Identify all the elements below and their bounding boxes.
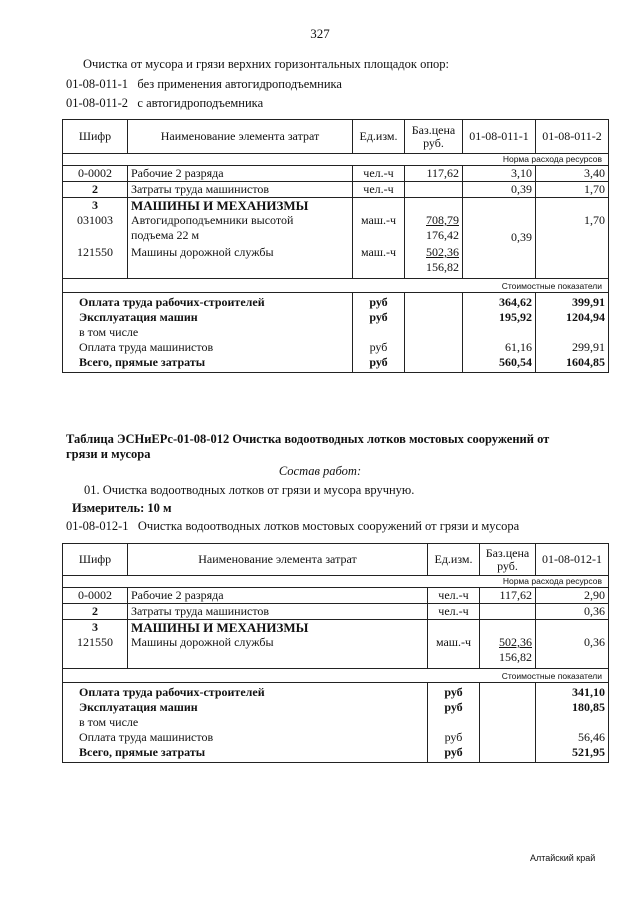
row-code: 2 [63, 604, 128, 620]
cost-label: Стоимостные показатели [63, 669, 609, 683]
machine-value-1: 0,36 [584, 635, 605, 649]
item-text: без применения автогидроподъемника [137, 77, 342, 91]
resource-table-2 [62, 543, 609, 763]
header-price: Баз.цена руб. [480, 544, 536, 576]
row-name: Рабочие 2 разряда [128, 588, 428, 604]
machine-name: Машины дорожной службы [131, 635, 274, 649]
machine-price: 708,79 [426, 213, 459, 227]
resource-table-1 [62, 119, 609, 373]
machine-price: 502,36 [426, 245, 459, 259]
row-value-2: 1,70 [536, 182, 609, 198]
cost-row: Всего, прямые затраты руб 521,95 [63, 745, 609, 763]
machine-price-salary: 156,82 [426, 260, 459, 274]
table-title-cont: грязи и мусора [66, 447, 151, 461]
row-value-1: 3,10 [463, 166, 536, 182]
machine-name: Машины дорожной службы [131, 245, 274, 259]
section1-item [66, 77, 342, 92]
row-price: 117,62 [405, 166, 463, 182]
table-title: Таблица ЭСНиЕРс-01-08-012 Очистка водоотводных лотков мостовых сооружений от [66, 432, 550, 446]
row-name: Затраты труда машинистов [128, 604, 428, 620]
work-composition-heading: Состав работ: [278, 464, 362, 478]
machines-block [63, 198, 609, 279]
header-name: Наименование элемента затрат [128, 120, 353, 154]
item-code: 01-08-012-1 [66, 519, 129, 533]
table-row [63, 604, 609, 620]
row-price: 117,62 [480, 588, 536, 604]
table-row [63, 166, 609, 182]
header-unit: Ед.изм. [428, 544, 480, 576]
cost-row: в том числе [63, 325, 609, 340]
row-value-2: 3,40 [536, 166, 609, 182]
row-unit: чел.-ч [353, 166, 405, 182]
table-row [63, 182, 609, 198]
machine-code: 031003 [77, 213, 113, 227]
machine-unit: маш.-ч [435, 635, 472, 649]
item-code: 01-08-011-1 [66, 77, 129, 91]
header-unit: Ед.изм. [353, 120, 405, 154]
table-row [63, 588, 609, 604]
header-price: Баз.цена руб. [405, 120, 463, 154]
cost-row: Эксплуатация машин руб 180,85 [63, 700, 609, 715]
section1-title: Очистка от мусора и грязи верхних горизонтальных площадок опор: [83, 57, 450, 71]
norm-label: Норма расхода ресурсов [63, 576, 609, 588]
row-price [405, 182, 463, 198]
machine-name: Автогидроподъемники высотой [131, 213, 294, 227]
cost-row: Оплата труда машинистов руб 56,46 [63, 730, 609, 745]
machines-title: МАШИНЫ И МЕХАНИЗМЫ [131, 620, 309, 635]
header-code: Шифр [63, 544, 128, 576]
row-name: Затраты труда машинистов [128, 182, 353, 198]
machines-code: 3 [92, 198, 98, 212]
machines-block [63, 620, 609, 669]
cost-row: Всего, прямые затраты руб 560,54 1604,85 [63, 355, 609, 373]
item-text: с автогидроподъемника [137, 96, 264, 110]
row-code: 2 [63, 182, 128, 198]
machines-code: 3 [92, 620, 98, 634]
row-code: 0-0002 [63, 166, 128, 182]
row-unit: чел.-ч [428, 604, 480, 620]
cost-row: Оплата труда рабочих-строителей руб 341,10 [63, 683, 609, 701]
row-value-1: 0,39 [463, 182, 536, 198]
machine-name-cont: подъема 22 м [131, 228, 200, 242]
header-col2: 01-08-011-2 [536, 120, 609, 154]
work-item: 01. Очистка водоотводных лотков от грязи и мусора вручную. [84, 483, 415, 497]
row-code: 0-0002 [63, 588, 128, 604]
row-price [480, 604, 536, 620]
row-value-1: 0,36 [536, 604, 609, 620]
machine-code: 121550 [77, 245, 113, 259]
norm-label: Норма расхода ресурсов [63, 154, 609, 166]
header-col1: 01-08-012-1 [536, 544, 609, 576]
machines-title: МАШИНЫ И МЕХАНИЗМЫ [131, 198, 309, 213]
header-name: Наименование элемента затрат [128, 544, 428, 576]
cost-row: в том числе [63, 715, 609, 730]
machine-unit: маш.-ч [360, 213, 397, 227]
section1-item [66, 96, 263, 111]
row-unit: чел.-ч [428, 588, 480, 604]
cost-row: Оплата труда машинистов руб 61,16 299,91 [63, 340, 609, 355]
machine-value-1: 0,39 [511, 230, 532, 244]
section2-item [66, 519, 519, 534]
header-code: Шифр [63, 120, 128, 154]
item-text: Очистка водоотводных лотков мостовых сооружений от грязи и мусора [137, 519, 520, 533]
cost-row: Оплата труда рабочих-строителей руб 364,62 399,91 [63, 293, 609, 311]
row-value-1: 2,90 [536, 588, 609, 604]
machine-price-salary: 176,42 [426, 228, 459, 242]
page-number: 327 [310, 26, 330, 41]
footer-region: Алтайский край [530, 853, 596, 863]
cost-label: Стоимостные показатели [63, 279, 609, 293]
cost-row: Эксплуатация машин руб 195,92 1204,94 [63, 310, 609, 325]
item-code: 01-08-011-2 [66, 96, 129, 110]
machine-price: 502,36 [499, 635, 532, 649]
machine-code: 121550 [77, 635, 113, 649]
row-name: Рабочие 2 разряда [128, 166, 353, 182]
machine-price-salary: 156,82 [499, 650, 532, 664]
machine-unit: маш.-ч [360, 245, 397, 259]
meter: Измеритель: 10 м [72, 501, 172, 515]
row-unit: чел.-ч [353, 182, 405, 198]
header-col1: 01-08-011-1 [463, 120, 536, 154]
machine-value-2: 1,70 [584, 213, 605, 227]
